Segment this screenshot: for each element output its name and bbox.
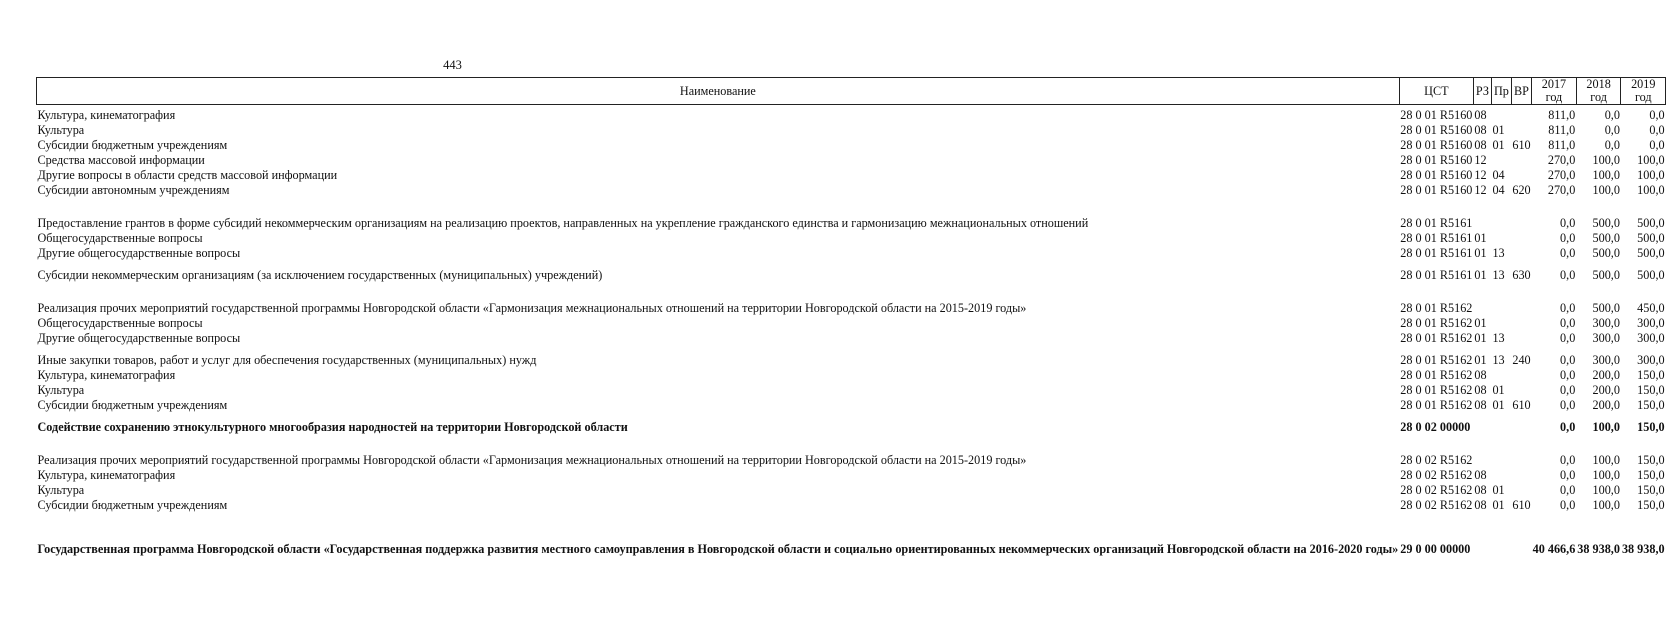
cell-2017: 40 466,6 — [1532, 541, 1576, 556]
cell-pr: 13 — [1492, 267, 1505, 282]
cell-cst: 28 0 01 R5161 — [1400, 230, 1473, 245]
cell-name: Культура, кинематография — [37, 367, 176, 382]
cell-pr: 04 — [1492, 167, 1505, 182]
cell-2017: 811,0 — [1548, 107, 1576, 122]
cell-pr — [1491, 150, 1511, 165]
cell-2018: 500,0 — [1592, 245, 1620, 260]
cell-rz: 01 — [1474, 230, 1487, 245]
cell-name: Субсидии бюджетным учреждениям — [37, 397, 228, 412]
cell-cst: 28 0 02 R5162 — [1400, 452, 1473, 467]
header-vr: ВР — [1511, 78, 1531, 105]
cell-cst: 28 0 02 00000 — [1400, 419, 1471, 434]
cell-cst: 28 0 01 R5162 — [1400, 382, 1473, 397]
cell-2018: 38 938,0 — [1577, 541, 1620, 556]
cell-2019: 150,0 — [1637, 397, 1665, 412]
budget-table — [36, 77, 1666, 554]
cell-2019: 0,0 — [1649, 137, 1665, 152]
cell-cst: 28 0 01 R5161 — [1400, 245, 1473, 260]
cell-2019: 0,0 — [1649, 122, 1665, 137]
cell-rz: 08 — [1474, 497, 1487, 512]
cell-cst: 28 0 01 R5162 — [1400, 367, 1473, 382]
table-row — [37, 328, 1666, 343]
cell-cst: 28 0 01 R5162 — [1400, 352, 1473, 367]
cell-name: Субсидии бюджетным учреждениям — [37, 137, 228, 152]
cell-2018: 200,0 — [1592, 367, 1620, 382]
table-body — [37, 105, 1666, 555]
cell-2017: 0,0 — [1560, 330, 1576, 345]
cell-name: Субсидии некоммерческим организациям (за исключением государственных (муниципальных) учреждений) — [37, 267, 603, 282]
cell-cst: 28 0 01 R5162 — [1400, 315, 1473, 330]
cell-name: Другие общегосударственные вопросы — [37, 245, 241, 260]
cell-pr: 01 — [1492, 397, 1505, 412]
cell-rz: 01 — [1474, 267, 1487, 282]
cell-name: Реализация прочих мероприятий государственной программы Новгородской области «Гармонизация межнациональных отношений на территории Новгородской области на 2015-2019 годы» — [37, 300, 1027, 315]
cell-rz: 08 — [1474, 107, 1487, 122]
cell-vr — [1511, 480, 1531, 495]
cell-2018: 100,0 — [1592, 182, 1620, 197]
cell-2019: 300,0 — [1637, 315, 1665, 330]
cell-2019: 150,0 — [1637, 467, 1665, 482]
cell-pr — [1491, 195, 1511, 228]
header-2018: 2018 год — [1576, 78, 1621, 105]
cell-rz: 01 — [1474, 330, 1487, 345]
cell-2019: 300,0 — [1637, 352, 1665, 367]
cell-vr — [1511, 165, 1531, 180]
cell-cst: 28 0 01 R5161 — [1400, 215, 1473, 230]
cell-vr: 610 — [1512, 497, 1531, 512]
table-row — [37, 465, 1666, 480]
cell-vr — [1511, 380, 1531, 395]
cell-2019: 150,0 — [1637, 367, 1665, 382]
cell-2019: 150,0 — [1637, 482, 1665, 497]
cell-rz: 01 — [1474, 245, 1487, 260]
cell-rz — [1473, 410, 1491, 432]
cell-2019: 150,0 — [1637, 382, 1665, 397]
cell-rz: 12 — [1474, 152, 1487, 167]
cell-rz: 01 — [1474, 315, 1487, 330]
cell-vr — [1511, 243, 1531, 258]
cell-2018: 500,0 — [1592, 215, 1620, 230]
page-number: 443 — [443, 58, 462, 72]
table-row — [37, 410, 1666, 432]
table-row — [37, 280, 1666, 313]
cell-2018: 500,0 — [1592, 267, 1620, 282]
cell-vr — [1511, 510, 1531, 554]
cell-2017: 0,0 — [1560, 300, 1576, 315]
table-row — [37, 258, 1666, 280]
cell-cst: 28 0 02 R5162 — [1400, 467, 1473, 482]
cell-rz: 08 — [1474, 122, 1487, 137]
cell-2019: 100,0 — [1637, 152, 1665, 167]
cell-2017: 0,0 — [1560, 419, 1576, 434]
header-2019: 2019 год — [1621, 78, 1666, 105]
header-row — [37, 78, 1666, 105]
cell-name: Общегосударственные вопросы — [37, 315, 203, 330]
cell-2018: 0,0 — [1604, 107, 1620, 122]
table-row — [37, 432, 1666, 465]
cell-2019: 0,0 — [1649, 107, 1665, 122]
table-row — [37, 228, 1666, 243]
cell-vr — [1511, 432, 1531, 465]
cell-vr — [1511, 150, 1531, 165]
table-row — [37, 105, 1666, 121]
cell-vr: 610 — [1512, 137, 1531, 152]
cell-name: Другие общегосударственные вопросы — [37, 330, 241, 345]
cell-2018: 100,0 — [1592, 419, 1620, 434]
table-row — [37, 395, 1666, 410]
cell-cst: 28 0 02 R5162 — [1400, 482, 1473, 497]
cell-2018: 300,0 — [1592, 315, 1620, 330]
cell-pr: 13 — [1492, 245, 1505, 260]
cell-rz — [1473, 432, 1491, 465]
table-row — [37, 165, 1666, 180]
cell-name: Субсидии бюджетным учреждениям — [37, 497, 228, 512]
cell-cst: 28 0 01 R5160 — [1400, 152, 1473, 167]
cell-2019: 500,0 — [1637, 267, 1665, 282]
cell-cst: 28 0 01 R5160 — [1400, 107, 1473, 122]
cell-2018: 100,0 — [1592, 167, 1620, 182]
cell-2018: 500,0 — [1592, 300, 1620, 315]
cell-pr: 13 — [1492, 352, 1505, 367]
table-row — [37, 195, 1666, 228]
cell-2017: 270,0 — [1547, 182, 1576, 197]
cell-cst: 28 0 01 R5162 — [1400, 300, 1473, 315]
cell-2018: 0,0 — [1604, 137, 1620, 152]
cell-2018: 100,0 — [1592, 152, 1620, 167]
cell-vr — [1511, 120, 1531, 135]
table-row — [37, 180, 1666, 195]
cell-name: Государственная программа Новгородской области «Государственная поддержка развития местного самоуправления в Новгородской области и социально ориентированных некоммерческих организаций Новгородской области на 2016-2020 годы» — [37, 541, 1399, 556]
cell-2019: 38 938,0 — [1621, 541, 1665, 556]
cell-cst: 28 0 01 R5161 — [1400, 267, 1473, 282]
header-pr: Пр — [1491, 78, 1511, 105]
cell-2017: 811,0 — [1548, 137, 1576, 152]
cell-vr — [1511, 328, 1531, 343]
cell-pr — [1491, 410, 1511, 432]
cell-2018: 100,0 — [1592, 452, 1620, 467]
cell-name: Общегосударственные вопросы — [37, 230, 203, 245]
cell-name: Культура — [37, 482, 85, 497]
cell-pr — [1491, 365, 1511, 380]
cell-2017: 0,0 — [1560, 482, 1576, 497]
cell-cst: 28 0 01 R5160 — [1400, 167, 1473, 182]
cell-2019: 100,0 — [1637, 167, 1665, 182]
cell-vr — [1511, 280, 1531, 313]
table-row — [37, 150, 1666, 165]
header-cst: ЦСТ — [1399, 78, 1473, 105]
cell-2017: 0,0 — [1560, 382, 1576, 397]
cell-pr: 01 — [1492, 122, 1505, 137]
cell-2019: 300,0 — [1637, 330, 1665, 345]
cell-2018: 300,0 — [1592, 330, 1620, 345]
cell-vr — [1511, 195, 1531, 228]
cell-vr — [1511, 365, 1531, 380]
cell-rz: 08 — [1474, 467, 1487, 482]
table-row — [37, 313, 1666, 328]
cell-2018: 200,0 — [1592, 382, 1620, 397]
cell-cst: 28 0 01 R5160 — [1400, 122, 1473, 137]
cell-rz: 01 — [1474, 352, 1487, 367]
cell-2018: 0,0 — [1604, 122, 1620, 137]
cell-pr — [1491, 228, 1511, 243]
cell-rz: 08 — [1474, 137, 1487, 152]
cell-name: Предоставление грантов в форме субсидий некоммерческим организациям на реализацию проектов, направленных на укрепление гражданского единства и гармонизацию межнациональных отношений — [37, 215, 1089, 230]
cell-rz: 08 — [1474, 382, 1487, 397]
cell-2017: 811,0 — [1548, 122, 1576, 137]
cell-pr — [1491, 280, 1511, 313]
cell-2018: 100,0 — [1592, 467, 1620, 482]
cell-2019: 100,0 — [1637, 182, 1665, 197]
cell-pr: 13 — [1492, 330, 1505, 345]
cell-cst: 28 0 01 R5162 — [1400, 397, 1473, 412]
cell-name: Культура, кинематография — [37, 107, 176, 122]
cell-vr — [1511, 105, 1531, 121]
header-2017: 2017 год — [1532, 78, 1577, 105]
cell-name: Культура — [37, 382, 85, 397]
table-row — [37, 510, 1666, 554]
cell-2019: 150,0 — [1637, 497, 1665, 512]
cell-rz — [1473, 510, 1491, 554]
cell-cst: 28 0 01 R5160 — [1400, 137, 1473, 152]
cell-pr: 01 — [1492, 497, 1505, 512]
cell-2017: 0,0 — [1560, 267, 1576, 282]
cell-2017: 0,0 — [1560, 397, 1576, 412]
cell-cst: 28 0 01 R5162 — [1400, 330, 1473, 345]
cell-2018: 100,0 — [1592, 497, 1620, 512]
table-row — [37, 365, 1666, 380]
table-row — [37, 120, 1666, 135]
cell-name: Субсидии автономным учреждениям — [37, 182, 230, 197]
table-row — [37, 135, 1666, 150]
cell-cst: 28 0 02 R5162 — [1400, 497, 1473, 512]
cell-rz: 08 — [1474, 367, 1487, 382]
cell-pr — [1491, 465, 1511, 480]
cell-name: Средства массовой информации — [37, 152, 205, 167]
cell-2017: 0,0 — [1560, 215, 1576, 230]
table-row — [37, 243, 1666, 258]
cell-2019: 450,0 — [1637, 300, 1665, 315]
table-row — [37, 495, 1666, 510]
cell-cst: 29 0 00 00000 — [1400, 541, 1471, 556]
cell-pr — [1491, 432, 1511, 465]
cell-name: Культура, кинематография — [37, 467, 176, 482]
cell-vr — [1511, 465, 1531, 480]
cell-pr: 01 — [1492, 137, 1505, 152]
cell-vr — [1511, 313, 1531, 328]
cell-2017: 0,0 — [1560, 230, 1576, 245]
cell-2017: 270,0 — [1547, 152, 1576, 167]
cell-2017: 0,0 — [1560, 467, 1576, 482]
cell-rz — [1473, 280, 1491, 313]
cell-2017: 0,0 — [1560, 367, 1576, 382]
cell-vr: 630 — [1512, 267, 1531, 282]
cell-vr — [1511, 228, 1531, 243]
cell-rz: 12 — [1474, 182, 1487, 197]
cell-vr: 610 — [1512, 397, 1531, 412]
cell-name: Другие вопросы в области средств массовой информации — [37, 167, 338, 182]
cell-2018: 100,0 — [1592, 482, 1620, 497]
cell-pr — [1491, 313, 1511, 328]
cell-pr — [1491, 105, 1511, 121]
cell-2019: 150,0 — [1637, 452, 1665, 467]
cell-pr: 01 — [1492, 382, 1505, 397]
cell-2019: 500,0 — [1637, 215, 1665, 230]
cell-cst: 28 0 01 R5160 — [1400, 182, 1473, 197]
cell-pr: 01 — [1492, 482, 1505, 497]
cell-name: Иные закупки товаров, работ и услуг для обеспечения государственных (муниципальных) нужд — [37, 352, 537, 367]
cell-pr: 04 — [1492, 182, 1505, 197]
cell-2018: 200,0 — [1592, 397, 1620, 412]
cell-2017: 0,0 — [1560, 315, 1576, 330]
cell-2017: 0,0 — [1560, 452, 1576, 467]
cell-rz: 08 — [1474, 397, 1487, 412]
header-name: Наименование — [37, 78, 1400, 105]
cell-2017: 0,0 — [1560, 497, 1576, 512]
cell-2017: 0,0 — [1560, 245, 1576, 260]
table-row — [37, 480, 1666, 495]
cell-2017: 270,0 — [1547, 167, 1576, 182]
cell-rz — [1473, 195, 1491, 228]
table-row — [37, 380, 1666, 395]
header-rz: РЗ — [1473, 78, 1491, 105]
table-row — [37, 343, 1666, 365]
cell-2018: 300,0 — [1592, 352, 1620, 367]
cell-2017: 0,0 — [1560, 352, 1576, 367]
cell-vr — [1511, 410, 1531, 432]
cell-2019: 150,0 — [1637, 419, 1665, 434]
cell-name: Культура — [37, 122, 85, 137]
cell-vr: 240 — [1512, 352, 1531, 367]
cell-pr — [1491, 510, 1511, 554]
cell-name: Содействие сохранению этнокультурного многообразия народностей на территории Новгородской области — [37, 419, 628, 434]
cell-2018: 500,0 — [1592, 230, 1620, 245]
cell-name: Реализация прочих мероприятий государственной программы Новгородской области «Гармонизация межнациональных отношений на территории Новгородской области на 2015-2019 годы» — [37, 452, 1027, 467]
cell-rz: 08 — [1474, 482, 1487, 497]
cell-2019: 500,0 — [1637, 230, 1665, 245]
cell-2019: 500,0 — [1637, 245, 1665, 260]
cell-rz: 12 — [1474, 167, 1487, 182]
cell-vr: 620 — [1512, 182, 1531, 197]
